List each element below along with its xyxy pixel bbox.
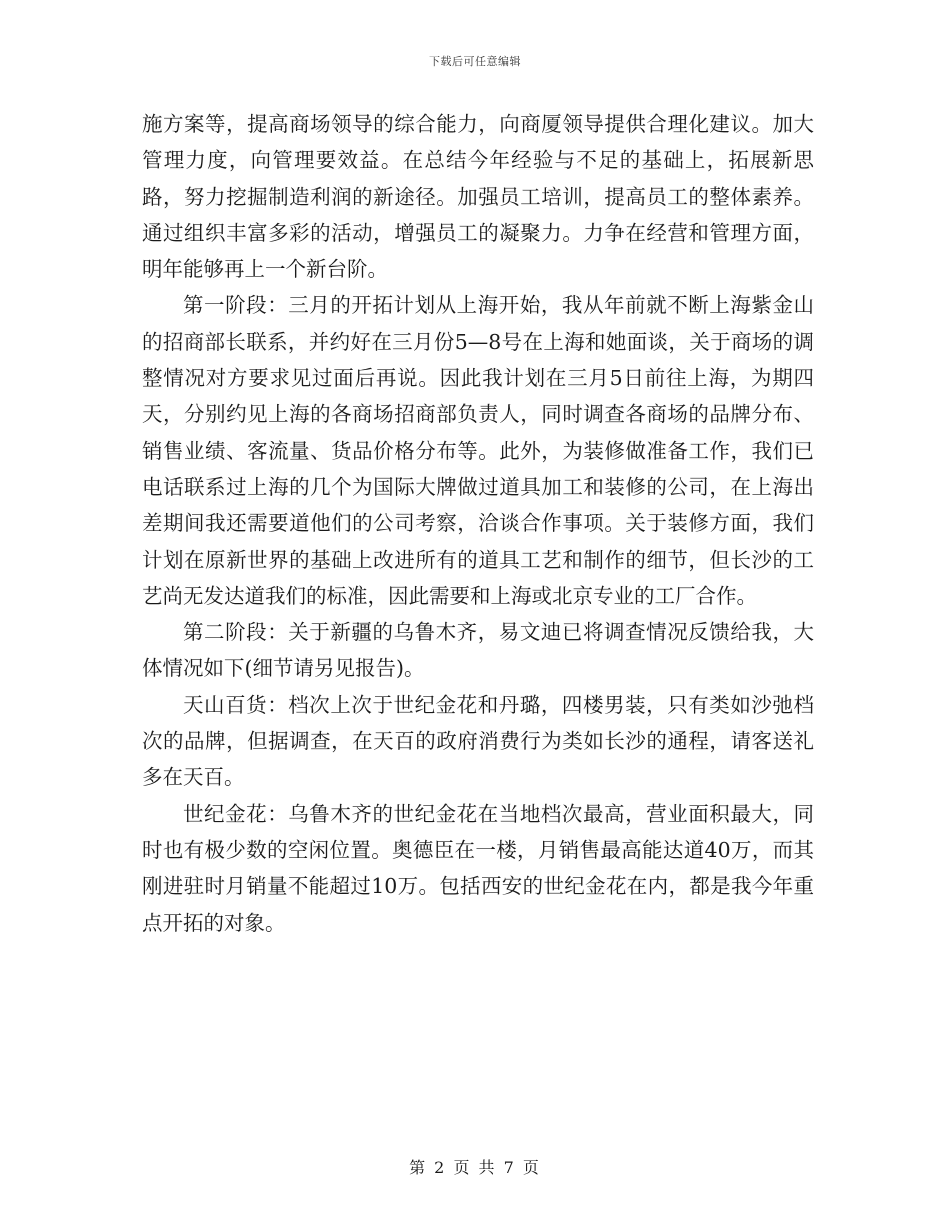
paragraph-3: 第二阶段：关于新疆的乌鲁木齐，易文迪已将调查情况反馈给我，大体情况如下(细节请另见报告)。 — [142, 620, 814, 681]
document-body — [142, 106, 814, 941]
paragraph-4: 天山百货：档次上次于世纪金花和丹璐，四楼男装，只有类如沙弛档次的品牌，但据调查，在天百的政府消费行为类如长沙的通程，请客送礼多在天百。 — [142, 692, 814, 790]
paragraph-1: 施方案等，提高商场领导的综合能力，向商厦领导提供合理化建议。加大管理力度，向管理要效益。在总结今年经验与不足的基础上，拓展新思路，努力挖掘制造利润的新途径。加强员工培训，提高员工的整体素养。通过组织丰富多彩的活动，增强员工的凝聚力。力争在经营和管理方面，明年能够再上一个新台阶。 — [142, 112, 814, 282]
paragraph-5: 世纪金花：乌鲁木齐的世纪金花在当地档次最高，营业面积最大，同时也有极少数的空闲位置。奥德臣在一楼，月销售最高能达道40万，而其刚进驻时月销量不能超过10万。包括西安的世纪金花在内，都是我今年重点开拓的对象。 — [142, 801, 814, 935]
page-footer: 第 2 页 共 7 页 — [409, 1158, 541, 1177]
page-header: 下载后可任意编辑 — [429, 55, 521, 68]
paragraph-2: 第一阶段：三月的开拓计划从上海开始，我从年前就不断上海紫金山的招商部长联系，并约好在三月份5—8号在上海和她面谈，关于商场的调整情况对方要求见过面后再说。因此我计划在三月5日前往上海，为期四天，分别约见上海的各商场招商部负责人，同时调查各商场的品牌分布、销售业绩、客流量、货品价格分布等。此外，为装修做准备工作，我们已电话联系过上海的几个为国际大牌做过道具加工和装修的公司，在上海出差期间我还需要道他们的公司考察，洽谈合作事项。关于装修方面，我们计划在原新世界的基础上改进所有的道具工艺和制作的细节，但长沙的工艺尚无发达道我们的标准，因此需要和上海或北京专业的工厂合作。 — [142, 293, 814, 608]
